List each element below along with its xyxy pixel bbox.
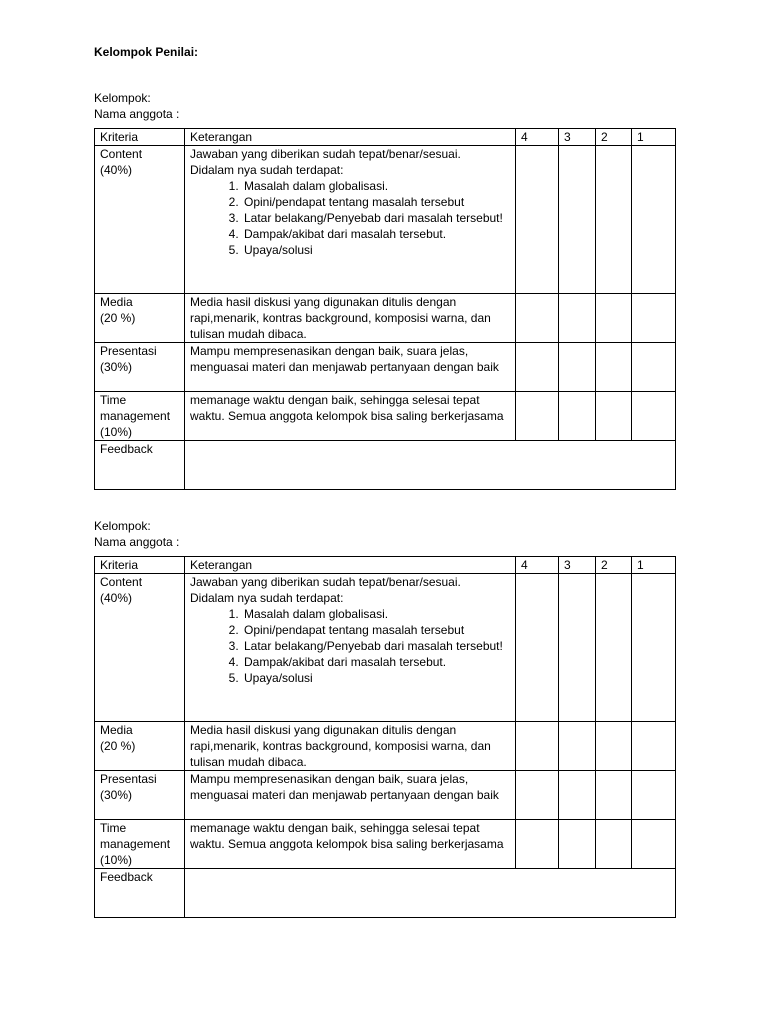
feedback-cell[interactable] — [185, 441, 676, 490]
table-row — [95, 441, 676, 490]
kriteria-weight: (20 %) — [100, 739, 136, 753]
list-item: 4. Dampak/akibat dari masalah tersebut. — [242, 226, 510, 242]
keterangan-cell: Media hasil diskusi yang digunakan ditulis dengan rapi,menarik, kontras background, komposisi warna, dan tulisan mudah dibaca. — [185, 294, 516, 343]
score-cell-3[interactable] — [559, 722, 596, 771]
score-cell-1[interactable] — [632, 392, 676, 441]
keterangan-cell: memanage waktu dengan baik, sehingga selesai tepat waktu. Semua anggota kelompok bisa saling berkerjasama — [185, 392, 516, 441]
header-score-2: 2 — [596, 129, 632, 146]
list-item: 5. Upaya/solusi — [242, 242, 510, 258]
list-item: 3. Latar belakang/Penyebab dari masalah tersebut! — [242, 210, 510, 226]
score-cell-3[interactable] — [559, 574, 596, 722]
kriteria-weight: (30%) — [100, 788, 133, 802]
list-item: 5. Upaya/solusi — [242, 670, 510, 686]
table-header-row — [95, 129, 676, 146]
table-row — [95, 392, 676, 441]
score-cell-1[interactable] — [632, 294, 676, 343]
header-score-3: 3 — [559, 129, 596, 146]
table-row — [95, 574, 676, 722]
score-cell-3[interactable] — [559, 820, 596, 869]
header-keterangan: Keterangan — [185, 129, 516, 146]
list-item: 4. Dampak/akibat dari masalah tersebut. — [242, 654, 510, 670]
table-header-row — [95, 557, 676, 574]
list-item: 1. Masalah dalam globalisasi. — [242, 178, 510, 194]
score-cell-3[interactable] — [559, 294, 596, 343]
table-row — [95, 820, 676, 869]
score-cell-1[interactable] — [632, 722, 676, 771]
feedback-cell[interactable] — [185, 869, 676, 918]
score-cell-1[interactable] — [632, 771, 676, 820]
header-score-4: 4 — [516, 557, 559, 574]
kriteria-cell — [95, 392, 185, 441]
kriteria-weight: (10%) — [100, 853, 133, 867]
keterangan-cell: memanage waktu dengan baik, sehingga selesai tepat waktu. Semua anggota kelompok bisa saling berkerjasama — [185, 820, 516, 869]
score-cell-2[interactable] — [596, 574, 632, 722]
keterangan-cell: Media hasil diskusi yang digunakan ditulis dengan rapi,menarik, kontras background, komposisi warna, dan tulisan mudah dibaca. — [185, 722, 516, 771]
table-row — [95, 722, 676, 771]
score-cell-4[interactable] — [516, 820, 559, 869]
kriteria-name: Presentasi — [100, 772, 157, 786]
header-score-1: 1 — [632, 129, 676, 146]
criteria-list — [190, 178, 510, 258]
score-cell-4[interactable] — [516, 343, 559, 392]
list-item: 1. Masalah dalam globalisasi. — [242, 606, 510, 622]
table-row — [95, 146, 676, 294]
score-cell-3[interactable] — [559, 146, 596, 294]
document-page — [94, 44, 676, 918]
kriteria-cell — [95, 441, 185, 490]
keterangan-cell: Mampu mempresenasikan dengan baik, suara jelas, menguasai materi dan menjawab pertanyaan dengan baik — [185, 771, 516, 820]
keterangan-cell — [185, 574, 516, 722]
score-cell-3[interactable] — [559, 343, 596, 392]
kriteria-cell — [95, 820, 185, 869]
header-kriteria: Kriteria — [95, 557, 185, 574]
document-title: Kelompok Penilai: — [94, 45, 199, 59]
table-row — [95, 869, 676, 918]
kriteria-name: Time — [100, 393, 127, 407]
score-cell-1[interactable] — [632, 574, 676, 722]
header-score-3: 3 — [559, 557, 596, 574]
score-cell-1[interactable] — [632, 343, 676, 392]
kriteria-weight: (40%) — [100, 163, 133, 177]
rubric-table — [94, 128, 676, 490]
score-cell-1[interactable] — [632, 820, 676, 869]
list-item: 2. Opini/pendapat tentang masalah tersebut — [242, 194, 510, 210]
kriteria-name: Feedback — [100, 442, 153, 456]
table-row — [95, 771, 676, 820]
kriteria-weight: (10%) — [100, 425, 133, 439]
score-cell-4[interactable] — [516, 392, 559, 441]
score-cell-3[interactable] — [559, 771, 596, 820]
nama-anggota-label: Nama anggota : — [94, 535, 180, 549]
header-score-2: 2 — [596, 557, 632, 574]
score-cell-4[interactable] — [516, 294, 559, 343]
kriteria-cell — [95, 869, 185, 918]
kriteria-weight: (20 %) — [100, 311, 136, 325]
keterangan-line: Jawaban yang diberikan sudah tepat/benar/sesuai. — [190, 575, 461, 589]
kriteria-name: Presentasi — [100, 344, 157, 358]
keterangan-line: Jawaban yang diberikan sudah tepat/benar/sesuai. — [190, 147, 461, 161]
kriteria-name: Media — [100, 723, 133, 737]
nama-anggota-label: Nama anggota : — [94, 107, 180, 121]
kriteria-name: Media — [100, 295, 133, 309]
rubric-table — [94, 556, 676, 918]
criteria-list — [190, 606, 510, 686]
keterangan-line: Didalam nya sudah terdapat: — [190, 591, 344, 605]
kriteria-name: Feedback — [100, 870, 153, 884]
table-row — [95, 294, 676, 343]
header-keterangan: Keterangan — [185, 557, 516, 574]
score-cell-2[interactable] — [596, 722, 632, 771]
kriteria-name: management — [100, 409, 171, 423]
kriteria-cell — [95, 771, 185, 820]
kriteria-cell — [95, 574, 185, 722]
score-cell-2[interactable] — [596, 146, 632, 294]
header-kriteria: Kriteria — [95, 129, 185, 146]
kriteria-name: Time — [100, 821, 127, 835]
kelompok-label: Kelompok: — [94, 519, 151, 533]
rubric-section — [94, 518, 676, 918]
kriteria-weight: (40%) — [100, 591, 133, 605]
score-cell-2[interactable] — [596, 771, 632, 820]
kriteria-cell — [95, 722, 185, 771]
score-cell-4[interactable] — [516, 146, 559, 294]
header-score-1: 1 — [632, 557, 676, 574]
rubric-section — [94, 90, 676, 490]
score-cell-3[interactable] — [559, 392, 596, 441]
kriteria-cell — [95, 294, 185, 343]
score-cell-1[interactable] — [632, 146, 676, 294]
kriteria-weight: (30%) — [100, 360, 133, 374]
kriteria-cell — [95, 343, 185, 392]
kriteria-cell — [95, 146, 185, 294]
kelompok-label: Kelompok: — [94, 91, 151, 105]
keterangan-line: Didalam nya sudah terdapat: — [190, 163, 344, 177]
kriteria-name: Content — [100, 575, 143, 589]
list-item: 2. Opini/pendapat tentang masalah tersebut — [242, 622, 510, 638]
score-cell-4[interactable] — [516, 771, 559, 820]
table-row — [95, 343, 676, 392]
score-cell-2[interactable] — [596, 294, 632, 343]
keterangan-cell — [185, 146, 516, 294]
list-item: 3. Latar belakang/Penyebab dari masalah tersebut! — [242, 638, 510, 654]
kriteria-name: Content — [100, 147, 143, 161]
keterangan-cell: Mampu mempresenasikan dengan baik, suara jelas, menguasai materi dan menjawab pertanyaan dengan baik — [185, 343, 516, 392]
score-cell-4[interactable] — [516, 722, 559, 771]
score-cell-2[interactable] — [596, 343, 632, 392]
score-cell-2[interactable] — [596, 820, 632, 869]
score-cell-4[interactable] — [516, 574, 559, 722]
score-cell-2[interactable] — [596, 392, 632, 441]
header-score-4: 4 — [516, 129, 559, 146]
kriteria-name: management — [100, 837, 171, 851]
